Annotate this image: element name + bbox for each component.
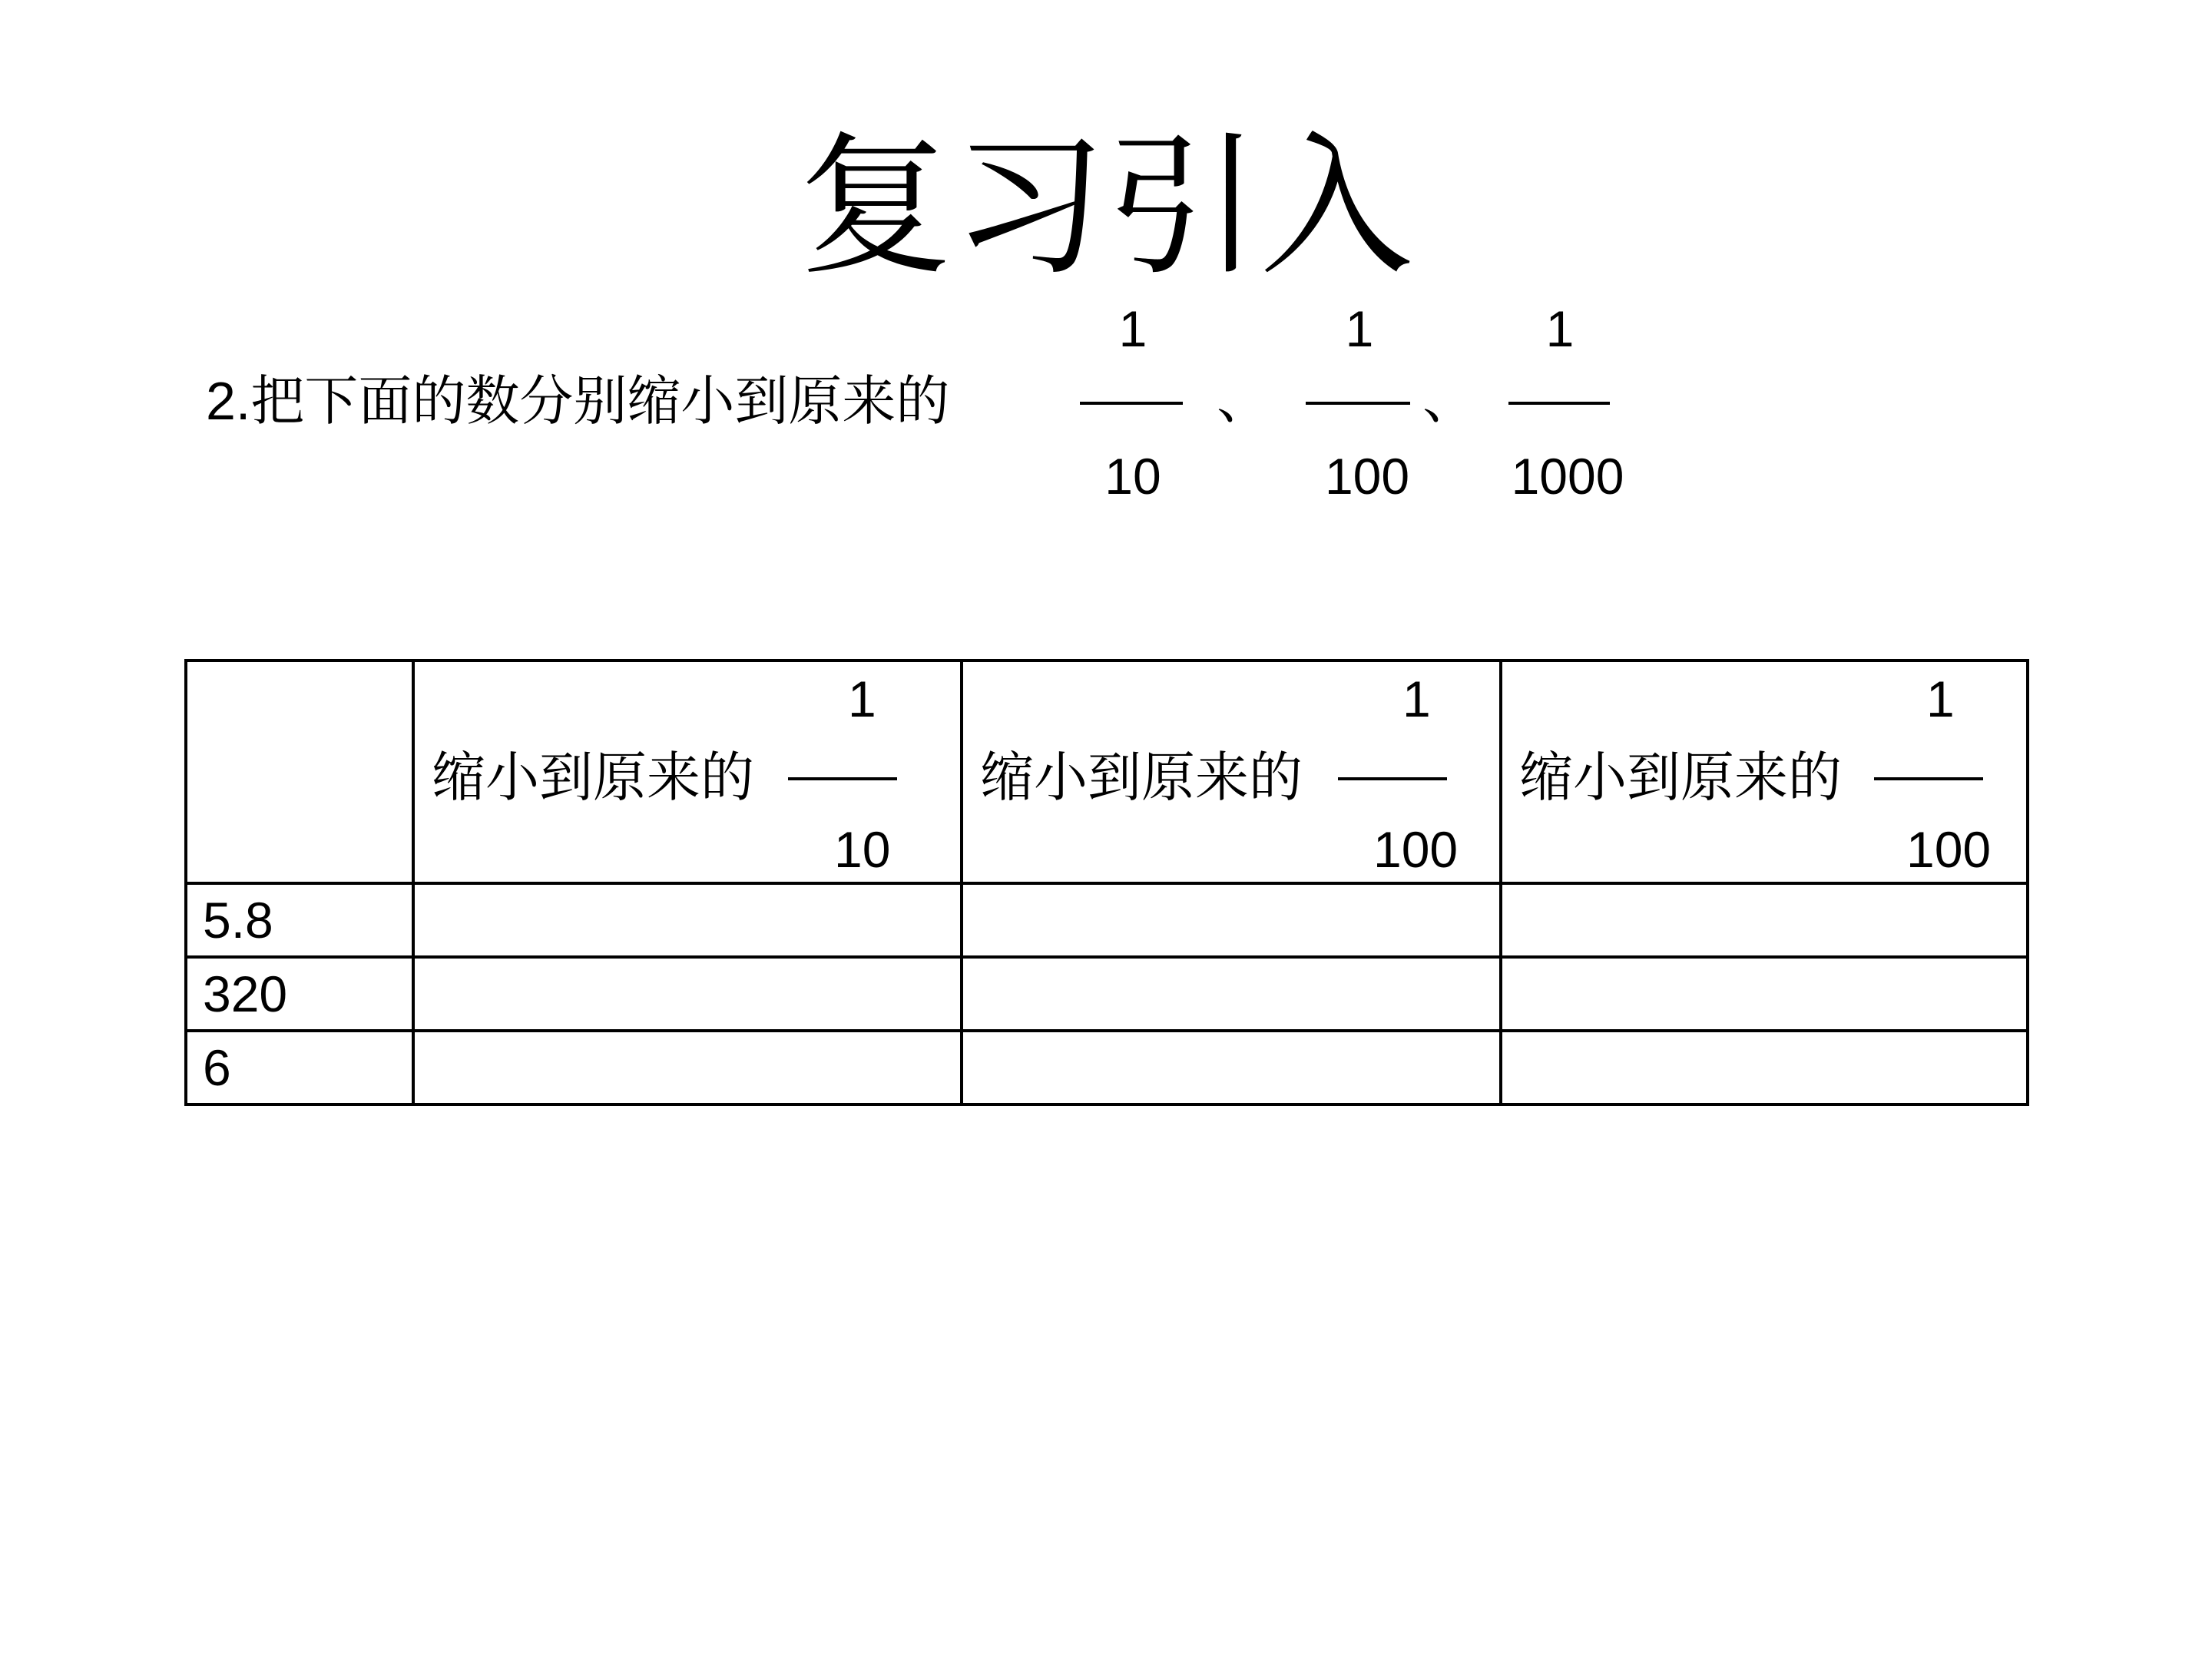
prompt-fraction-3 xyxy=(1502,300,1633,507)
fraction-denominator: 1000 xyxy=(1511,448,1624,505)
answer-cell xyxy=(1501,883,2028,957)
header-corner-cell xyxy=(186,661,413,883)
answer-cell xyxy=(1501,957,2028,1031)
answer-cell xyxy=(1501,1031,2028,1104)
header-numerator: 1 xyxy=(848,671,876,727)
answer-cell xyxy=(962,957,1501,1031)
table-row xyxy=(186,883,2028,957)
fraction-bar xyxy=(1508,402,1610,405)
table-row xyxy=(186,957,2028,1031)
prompt-separator: 、 xyxy=(1217,368,1270,431)
answer-cell xyxy=(413,1031,962,1104)
answer-cell xyxy=(962,883,1501,957)
prompt-fraction-2 xyxy=(1306,300,1429,507)
exercise-table xyxy=(184,659,2029,1106)
table-header-row xyxy=(186,661,2028,883)
header-numerator: 1 xyxy=(1926,671,1955,727)
fraction-denominator: 100 xyxy=(1324,448,1410,505)
prompt-line xyxy=(206,369,949,433)
fraction-bar xyxy=(1080,402,1183,405)
prompt-separator: 、 xyxy=(1422,368,1476,431)
prompt-fraction-1 xyxy=(1075,300,1190,507)
answer-cell xyxy=(413,957,962,1031)
row-label: 5.8 xyxy=(186,883,413,957)
header-denominator: 100 xyxy=(1373,821,1459,878)
header-denominator: 10 xyxy=(834,821,891,878)
prompt-text: 把下面的数分别缩小到原来的 xyxy=(250,369,950,432)
header-label: 缩小到原来的 xyxy=(980,746,1303,809)
fraction-numerator: 1 xyxy=(1545,300,1575,357)
header-cell xyxy=(413,661,962,883)
header-denominator: 100 xyxy=(1906,821,1992,878)
header-label: 缩小到原来的 xyxy=(1519,746,1842,809)
header-cell xyxy=(962,661,1501,883)
fraction-numerator: 1 xyxy=(1118,300,1147,357)
row-label: 320 xyxy=(186,957,413,1031)
header-numerator: 1 xyxy=(1402,671,1431,727)
row-label: 6 xyxy=(186,1031,413,1104)
fraction-bar xyxy=(1306,402,1410,405)
header-fraction-bar xyxy=(1338,777,1447,780)
fraction-denominator: 10 xyxy=(1104,448,1161,505)
answer-cell xyxy=(413,883,962,957)
header-fraction-bar xyxy=(1874,777,1983,780)
header-cell xyxy=(1501,661,2028,883)
header-label: 缩小到原来的 xyxy=(432,746,754,809)
answer-cell xyxy=(962,1031,1501,1104)
header-fraction-bar xyxy=(788,777,897,780)
table-row xyxy=(186,1031,2028,1104)
slide-title: 复习引入 xyxy=(798,118,1413,296)
fraction-numerator: 1 xyxy=(1345,300,1374,357)
prompt-number: 2. xyxy=(206,371,251,431)
